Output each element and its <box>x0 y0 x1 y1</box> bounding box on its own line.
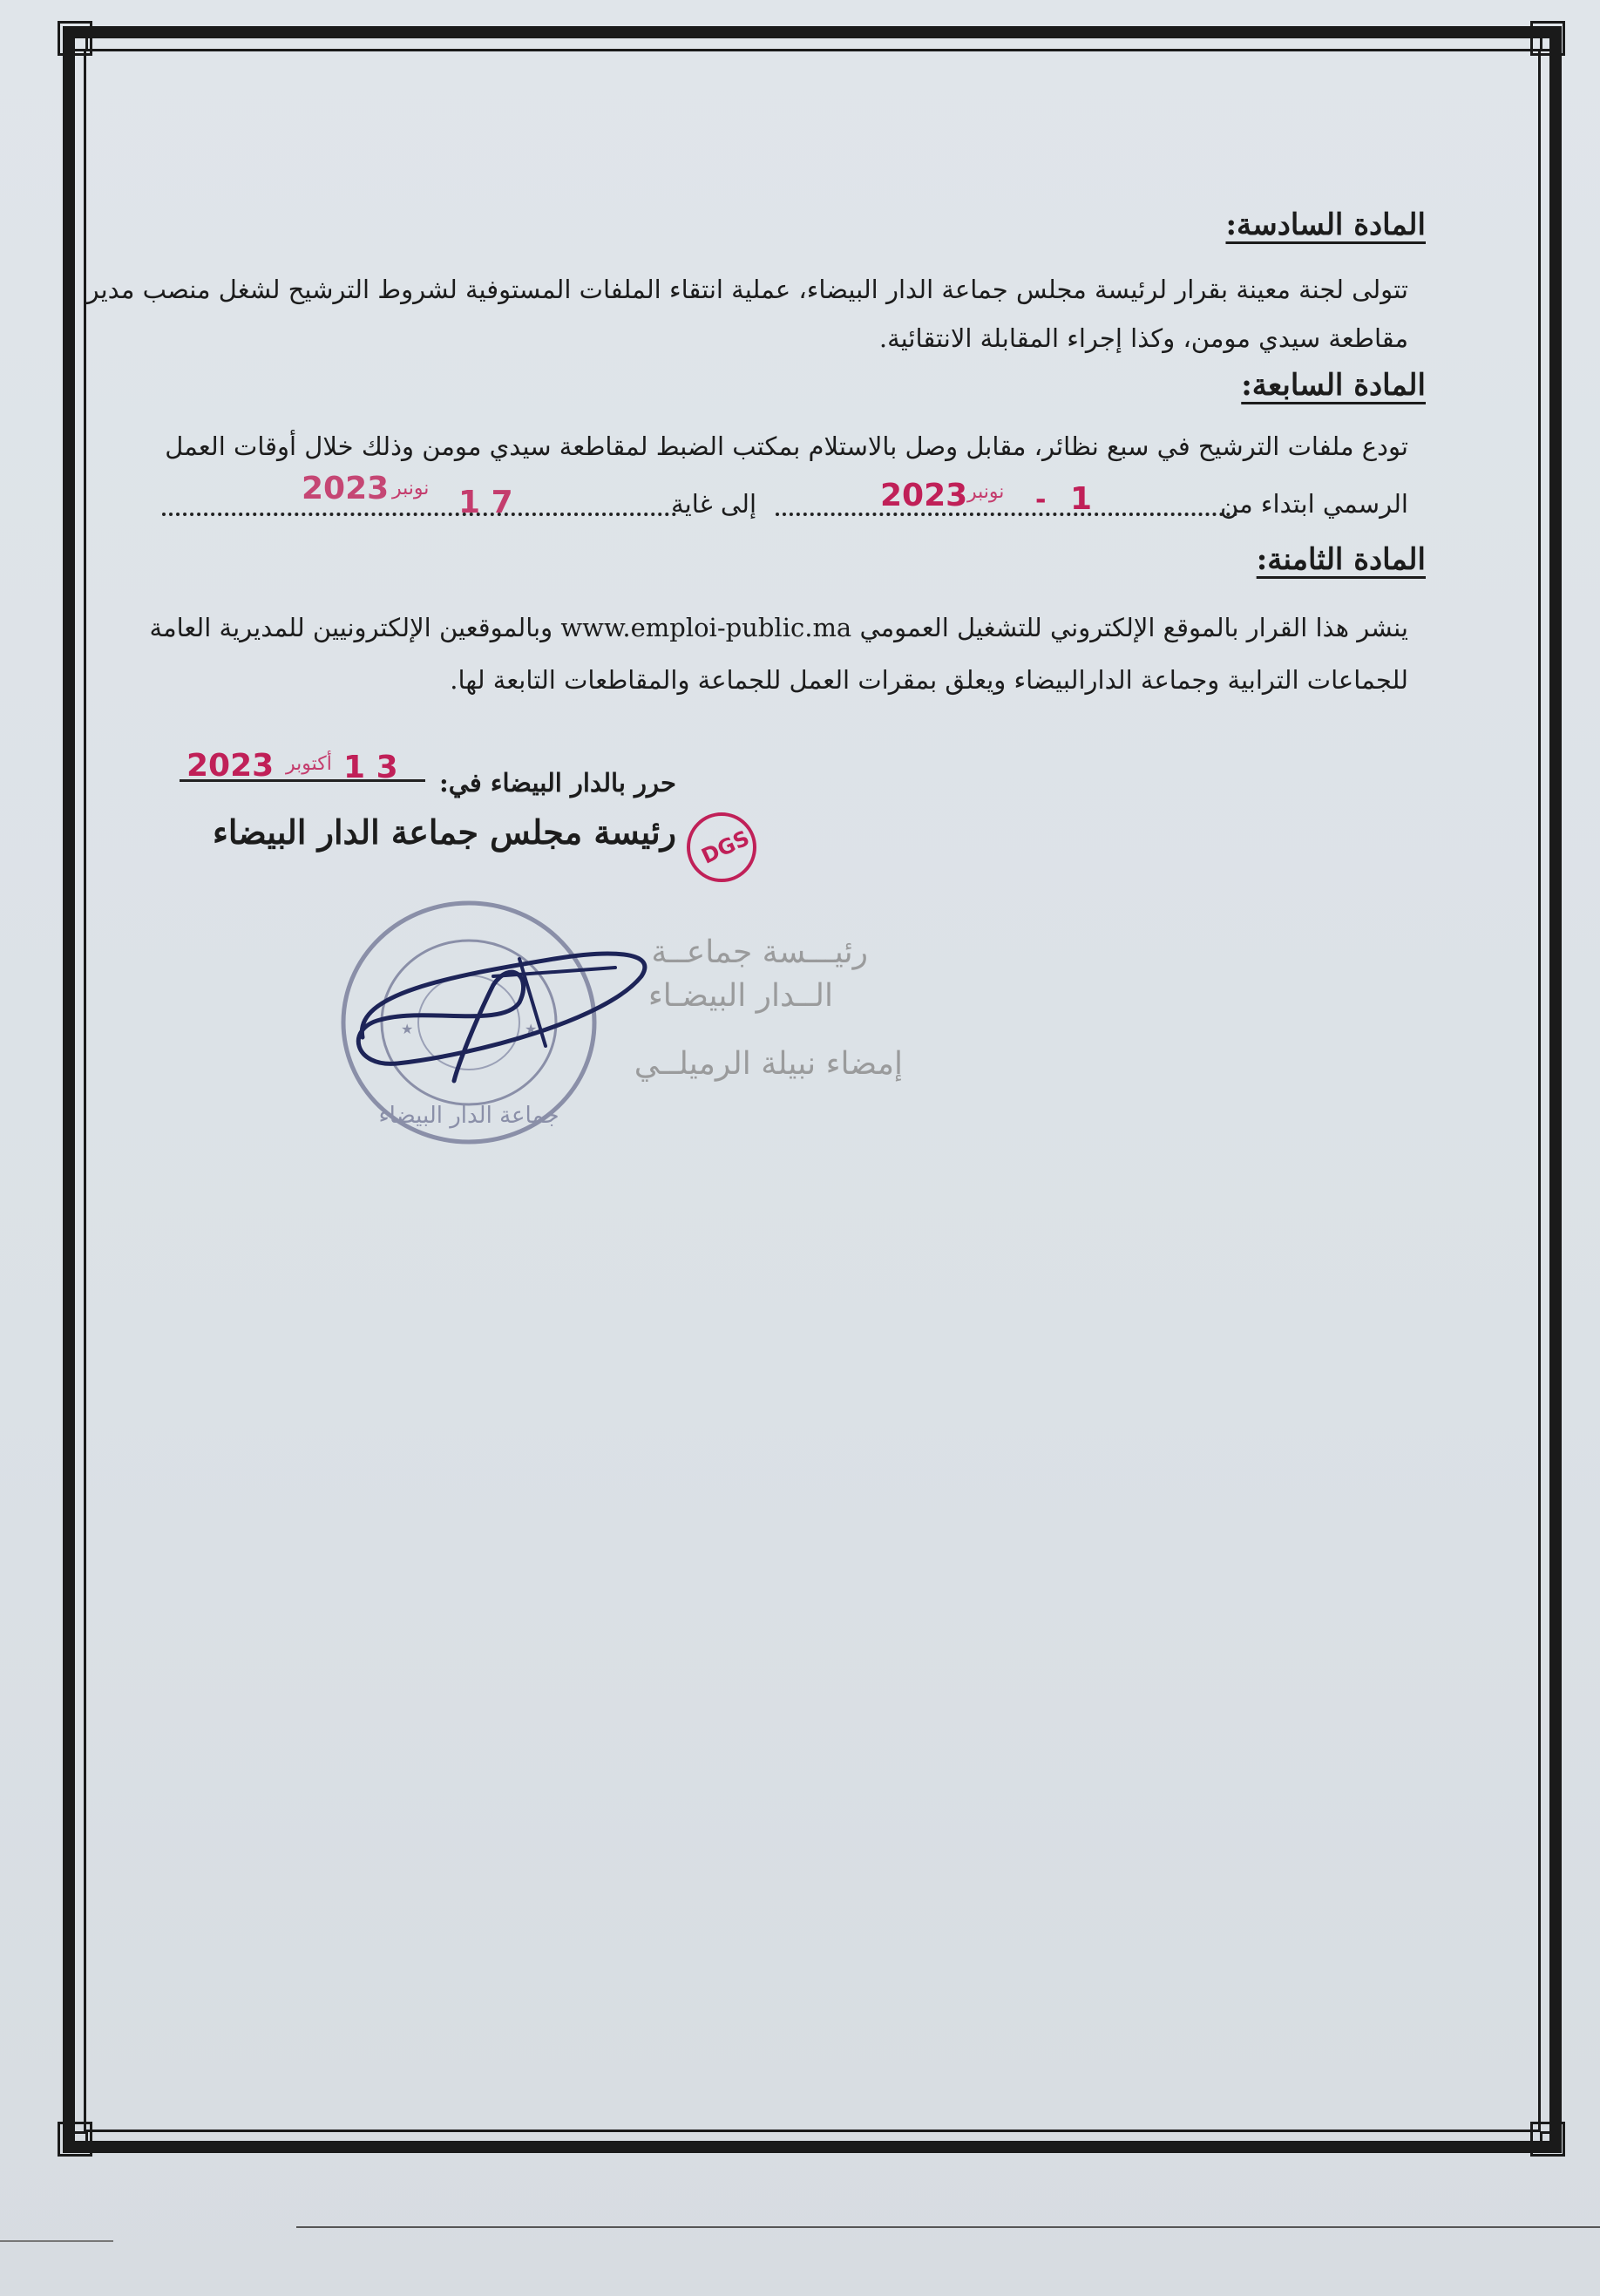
start-date-year: 2023 <box>880 478 968 513</box>
border-corner-ornament <box>58 2122 92 2157</box>
dgs-stamp-text: DGS <box>697 825 754 869</box>
written-at-label: حرر بالدار البيضاء في: <box>438 768 676 798</box>
page-bottom-rule-left <box>0 2240 113 2242</box>
article8-line1: ينشر هذا القرار بالموقع الإلكتروني للتشغيل العمومي www.emploi-public.ma وبالموقعين الإلكترونيين للمديرية العامة <box>149 613 1408 642</box>
start-date-dotted-line <box>776 495 1237 516</box>
border-corner-ornament <box>1530 2122 1565 2157</box>
signature-date-month: أكتوبر <box>286 753 332 775</box>
signature-date-day: 1 3 <box>343 750 398 785</box>
article6-heading: المادة السادسة: <box>1225 207 1426 242</box>
article7-line1: تودع ملفات الترشيح في سبع نظائر، مقابل وصل بالاستلام بمكتب الضبط لمقاطعة سيدي مومن وذلك خلال أوقات العمل <box>165 431 1408 461</box>
border-corner-ornament <box>1530 21 1565 56</box>
article7-start-label: الرسمي ابتداء من <box>1220 489 1408 519</box>
article7-heading: المادة السابعة: <box>1241 368 1426 403</box>
article7-until-label: إلى غاية <box>671 489 756 519</box>
end-date-month: نونبر <box>392 478 430 499</box>
article6-line1: تتولى لجنة معينة بقرار لرئيسة مجلس جماعة الدار البيضاء، عملية انتقاء الملفات المستوفية لشروط الترشيح لشغل منصب مدير <box>86 275 1408 304</box>
handwritten-signature <box>345 924 676 1098</box>
svg-text:★: ★ <box>401 1021 414 1037</box>
border-corner-ornament <box>58 21 92 56</box>
faded-signature-line2: الــدار البيضـاء <box>647 978 833 1014</box>
signature-title: رئيسة مجلس جماعة الدار البيضاء <box>212 812 676 852</box>
svg-text:★: ★ <box>525 1021 538 1037</box>
start-date-day: 1 <box>1070 481 1093 517</box>
end-date-day: 1 7 <box>458 485 513 520</box>
page-bottom-rule <box>296 2226 1600 2228</box>
article6-line2: مقاطعة سيدي مومن، وكذا إجراء المقابلة الانتقائية. <box>878 323 1408 353</box>
dgs-stamp-badge <box>687 812 756 882</box>
start-date-month: نونبر <box>967 481 1005 503</box>
faded-signature-line1: رئيـــسة جماعــة <box>651 934 868 970</box>
faded-signature-line3: إمضاء نبيلة الرميلــي <box>634 1046 903 1082</box>
article8-heading: المادة الثامنة: <box>1256 542 1426 577</box>
seal-text: جماعة الدار البيضاء <box>378 1103 559 1129</box>
signature-date-year: 2023 <box>186 748 275 784</box>
article8-line2: للجماعات الترابية وجماعة الدارالبيضاء ويعلق بمقرات العمل للجماعة والمقاطعات التابعة لها. <box>450 665 1408 695</box>
end-date-year: 2023 <box>302 471 390 506</box>
start-date-sep: - <box>1035 485 1047 515</box>
